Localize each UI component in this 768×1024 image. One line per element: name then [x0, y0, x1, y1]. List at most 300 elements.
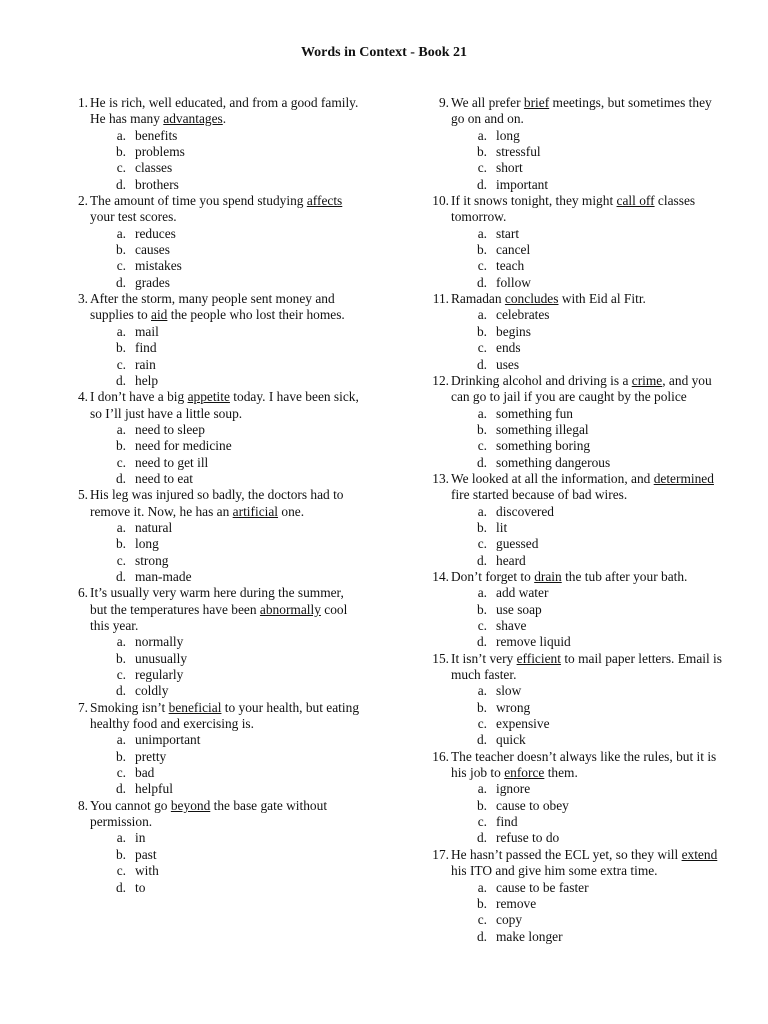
- question-number: 2.: [77, 193, 88, 209]
- answer-option: [64, 781, 364, 797]
- target-word: beneficial: [168, 699, 222, 715]
- question-7: [64, 700, 364, 798]
- option-text: refuse to do: [496, 830, 560, 846]
- question-text: [451, 749, 725, 782]
- question-text-before: If it snows tonight, they might: [451, 193, 617, 209]
- target-word: efficient: [516, 650, 561, 666]
- option-text: find: [135, 340, 157, 356]
- answer-option: [425, 357, 725, 373]
- option-letter: a.: [116, 732, 126, 748]
- answer-option: [425, 700, 725, 716]
- answer-option: [425, 798, 725, 814]
- question-text-after: .: [222, 111, 227, 127]
- option-text: find: [496, 814, 518, 830]
- option-letter: d.: [476, 732, 487, 748]
- question-text-before: I don’t have a big: [90, 389, 188, 405]
- question-number: 11.: [432, 291, 449, 307]
- option-letter: a.: [477, 683, 487, 699]
- question-text-before: We looked at all the information, and: [451, 470, 654, 486]
- question-number: 16.: [432, 748, 449, 764]
- option-letter: c.: [477, 536, 487, 552]
- question-8: [64, 798, 364, 896]
- target-word: advantages: [163, 111, 223, 127]
- option-text: rain: [135, 356, 156, 372]
- question-stem: [425, 291, 725, 307]
- target-word: crime: [631, 372, 663, 388]
- answer-option: [64, 880, 364, 896]
- answer-option: [64, 422, 364, 438]
- option-letter: a.: [116, 323, 126, 339]
- option-letter: d.: [476, 356, 487, 372]
- answer-options: [425, 781, 725, 846]
- question-text-after: one.: [278, 503, 305, 519]
- question-text: [451, 847, 725, 880]
- option-text: man-made: [135, 568, 192, 584]
- answer-options: [64, 422, 364, 487]
- question-4: [64, 389, 364, 487]
- answer-options: [425, 307, 725, 372]
- target-word: abnormally: [259, 601, 321, 617]
- answer-option: [425, 258, 725, 274]
- option-letter: c.: [116, 552, 126, 568]
- target-word: extend: [681, 846, 718, 862]
- option-text: need for medicine: [135, 438, 232, 454]
- question-text: [451, 651, 725, 684]
- question-stem: [425, 651, 725, 684]
- option-letter: b.: [115, 144, 126, 160]
- option-text: help: [135, 372, 159, 388]
- answer-option: [425, 128, 725, 144]
- answer-options: [425, 683, 725, 748]
- option-letter: d.: [476, 176, 487, 192]
- answer-option: [425, 830, 725, 846]
- option-letter: d.: [476, 830, 487, 846]
- question-stem: [425, 749, 725, 782]
- answer-option: [425, 455, 725, 471]
- answer-option: [425, 438, 725, 454]
- option-letter: a.: [116, 634, 126, 650]
- option-text: ignore: [496, 781, 531, 797]
- answer-option: [425, 144, 725, 160]
- option-text: to: [135, 879, 146, 895]
- answer-option: [425, 553, 725, 569]
- option-text: strong: [135, 552, 169, 568]
- question-text-before: After the storm, many people sent money and supplies to: [90, 291, 335, 323]
- answer-options: [64, 634, 364, 699]
- option-letter: d.: [476, 552, 487, 568]
- option-letter: a.: [116, 421, 126, 437]
- question-stem: [425, 569, 725, 585]
- option-text: long: [135, 536, 159, 552]
- option-text: cause to obey: [496, 797, 569, 813]
- question-text-after: to mail paper letters. Email is much faster.: [451, 650, 722, 683]
- option-text: problems: [135, 144, 185, 160]
- question-text-before: He is rich, well educated, and from a good family. He has many: [90, 95, 359, 127]
- option-text: start: [496, 225, 520, 241]
- target-word: aid: [151, 307, 168, 323]
- option-text: something dangerous: [496, 454, 611, 470]
- question-text-before: You cannot go: [90, 797, 171, 813]
- option-text: cause to be faster: [496, 879, 589, 895]
- question-text-after: to your health, but eating healthy food and exercising is.: [90, 699, 360, 732]
- answer-options: [64, 732, 364, 797]
- right-column: [425, 95, 725, 945]
- option-letter: b.: [115, 438, 126, 454]
- answer-options: [425, 585, 725, 650]
- option-letter: a.: [477, 585, 487, 601]
- option-letter: c.: [477, 814, 487, 830]
- option-letter: b.: [476, 144, 487, 160]
- answer-options: [64, 324, 364, 389]
- option-text: teach: [496, 258, 525, 274]
- target-word: enforce: [504, 765, 545, 781]
- question-stem: [425, 847, 725, 880]
- option-letter: c.: [116, 356, 126, 372]
- option-letter: a.: [477, 781, 487, 797]
- option-letter: a.: [477, 879, 487, 895]
- target-word: brief: [523, 95, 550, 110]
- option-text: celebrates: [496, 307, 550, 323]
- question-text-after: the people who lost their homes.: [167, 307, 345, 323]
- question-number: 1.: [77, 95, 88, 110]
- option-text: normally: [135, 634, 184, 650]
- answer-option: [425, 929, 725, 945]
- option-letter: a.: [116, 225, 126, 241]
- option-text: discovered: [496, 503, 555, 519]
- question-stem: [425, 95, 725, 128]
- question-12: [425, 373, 725, 471]
- question-number: 14.: [432, 568, 449, 584]
- answer-option: [64, 160, 364, 176]
- option-text: bad: [135, 765, 155, 781]
- question-number: 17.: [432, 846, 449, 862]
- question-text: [451, 193, 725, 226]
- answer-option: [425, 634, 725, 650]
- answer-options: [64, 226, 364, 291]
- answer-option: [64, 144, 364, 160]
- option-letter: c.: [477, 258, 487, 274]
- answer-option: [425, 422, 725, 438]
- option-text: helpful: [135, 781, 173, 797]
- option-letter: b.: [476, 323, 487, 339]
- option-text: past: [135, 846, 157, 862]
- option-letter: a.: [477, 225, 487, 241]
- answer-option: [64, 634, 364, 650]
- question-text-before: Smoking isn’t: [90, 699, 169, 715]
- answer-option: [64, 324, 364, 340]
- option-text: add water: [496, 585, 549, 601]
- answer-options: [425, 880, 725, 945]
- option-text: causes: [135, 242, 170, 258]
- question-text: [90, 193, 364, 226]
- question-text-before: His leg was injured so badly, the doctors had to remove it. Now, he has an: [90, 487, 344, 519]
- option-text: expensive: [496, 716, 550, 732]
- option-letter: c.: [116, 765, 126, 781]
- answer-option: [425, 520, 725, 536]
- option-letter: c.: [116, 454, 126, 470]
- answer-option: [64, 438, 364, 454]
- option-text: reduces: [135, 225, 176, 241]
- option-text: natural: [135, 519, 173, 535]
- question-number: 12.: [432, 372, 449, 388]
- question-stem: [64, 700, 364, 733]
- option-text: cancel: [496, 242, 531, 258]
- answer-option: [425, 618, 725, 634]
- answer-option: [64, 553, 364, 569]
- option-text: copy: [496, 912, 523, 928]
- answer-option: [425, 781, 725, 797]
- target-word: beyond: [170, 797, 211, 813]
- answer-option: [64, 749, 364, 765]
- answer-option: [425, 732, 725, 748]
- answer-option: [64, 863, 364, 879]
- question-number: 5.: [77, 487, 88, 503]
- question-stem: [64, 798, 364, 831]
- answer-options: [425, 128, 725, 193]
- option-letter: b.: [476, 519, 487, 535]
- question-text: [90, 585, 364, 634]
- question-10: [425, 193, 725, 291]
- answer-option: [425, 340, 725, 356]
- option-letter: b.: [476, 242, 487, 258]
- question-text-before: Ramadan: [451, 291, 505, 307]
- answer-option: [425, 536, 725, 552]
- answer-option: [64, 340, 364, 356]
- question-14: [425, 569, 725, 651]
- answer-option: [64, 667, 364, 683]
- target-word: call off: [616, 193, 655, 209]
- answer-option: [64, 520, 364, 536]
- question-text: [451, 569, 725, 585]
- option-letter: c.: [477, 716, 487, 732]
- question-stem: [64, 291, 364, 324]
- question-text-after: the tub after your bath.: [561, 568, 688, 584]
- question-text-before: The teacher doesn’t always like the rules, but it is his job to: [451, 748, 717, 781]
- option-text: long: [496, 127, 520, 143]
- question-stem: [64, 389, 364, 422]
- option-text: mail: [135, 323, 159, 339]
- option-text: in: [135, 830, 146, 846]
- answer-options: [64, 128, 364, 193]
- answer-option: [425, 912, 725, 928]
- question-17: [425, 847, 725, 945]
- question-2: [64, 193, 364, 291]
- option-text: guessed: [496, 536, 539, 552]
- question-text: [451, 291, 725, 307]
- question-stem: [64, 95, 364, 128]
- question-text: [90, 95, 364, 128]
- answer-option: [425, 683, 725, 699]
- question-text-before: He hasn’t passed the ECL yet, so they will: [451, 846, 682, 862]
- answer-option: [64, 455, 364, 471]
- question-15: [425, 651, 725, 749]
- option-letter: d.: [476, 454, 487, 470]
- question-text: [90, 291, 364, 324]
- option-letter: b.: [115, 242, 126, 258]
- question-text-after: today. I have been sick, so I’ll just have a little soup.: [90, 389, 359, 421]
- question-text-after: with Eid al Fitr.: [558, 291, 646, 307]
- question-text-before: We all prefer: [451, 95, 524, 110]
- question-number: 7.: [77, 699, 88, 715]
- option-text: lit: [496, 519, 508, 535]
- answer-option: [425, 324, 725, 340]
- question-text-before: It isn’t very: [451, 650, 517, 666]
- option-text: grades: [135, 274, 170, 290]
- question-stem: [64, 193, 364, 226]
- question-text-after: them.: [544, 765, 578, 781]
- question-text-after: the base gate without permission.: [90, 797, 328, 830]
- option-text: coldly: [135, 683, 169, 699]
- answer-option: [425, 406, 725, 422]
- question-number: 9.: [438, 95, 449, 110]
- option-letter: c.: [116, 667, 126, 683]
- answer-option: [64, 373, 364, 389]
- option-letter: d.: [115, 683, 126, 699]
- answer-option: [425, 602, 725, 618]
- option-text: mistakes: [135, 258, 182, 274]
- question-text-before: Don’t forget to: [451, 568, 535, 584]
- option-letter: d.: [115, 879, 126, 895]
- option-letter: d.: [115, 470, 126, 486]
- question-5: [64, 487, 364, 585]
- option-letter: c.: [477, 340, 487, 356]
- answer-option: [425, 585, 725, 601]
- question-number: 6.: [77, 585, 88, 601]
- option-text: important: [496, 176, 549, 192]
- option-text: make longer: [496, 928, 563, 944]
- option-letter: b.: [115, 748, 126, 764]
- question-text-after: cool this year.: [90, 601, 348, 633]
- question-stem: [64, 487, 364, 520]
- question-text-before: The amount of time you spend studying: [90, 193, 307, 209]
- question-16: [425, 749, 725, 847]
- option-text: slow: [496, 683, 522, 699]
- option-letter: b.: [115, 650, 126, 666]
- question-number: 15.: [432, 650, 449, 666]
- option-text: need to get ill: [135, 454, 209, 470]
- option-text: something boring: [496, 438, 591, 454]
- answer-option: [64, 275, 364, 291]
- option-text: stressful: [496, 144, 541, 160]
- option-text: need to eat: [135, 470, 193, 486]
- option-text: ends: [496, 340, 521, 356]
- option-text: quick: [496, 732, 526, 748]
- question-number: 10.: [432, 193, 449, 209]
- option-text: remove liquid: [496, 634, 571, 650]
- question-stem: [64, 585, 364, 634]
- answer-option: [425, 307, 725, 323]
- question-stem: [425, 373, 725, 406]
- question-stem: [425, 193, 725, 226]
- target-word: drain: [534, 568, 562, 584]
- answer-option: [425, 275, 725, 291]
- option-text: something illegal: [496, 421, 589, 437]
- answer-option: [64, 128, 364, 144]
- option-text: brothers: [135, 176, 179, 192]
- option-letter: d.: [115, 568, 126, 584]
- question-text-after: , and you can go to jail if you are caught by the police: [451, 372, 712, 405]
- answer-option: [64, 651, 364, 667]
- question-text-after: his ITO and give him some extra time.: [451, 863, 658, 879]
- question-number: 4.: [77, 389, 88, 405]
- option-letter: a.: [477, 405, 487, 421]
- option-text: uses: [496, 356, 520, 372]
- answer-option: [425, 814, 725, 830]
- answer-option: [64, 765, 364, 781]
- question-text: [451, 95, 725, 128]
- answer-option: [64, 242, 364, 258]
- option-letter: b.: [115, 340, 126, 356]
- answer-options: [64, 520, 364, 585]
- option-letter: b.: [476, 895, 487, 911]
- question-11: [425, 291, 725, 373]
- target-word: appetite: [187, 389, 230, 405]
- question-text: [451, 471, 725, 504]
- option-letter: d.: [476, 928, 487, 944]
- answer-option: [425, 880, 725, 896]
- option-text: with: [135, 863, 159, 879]
- option-letter: c.: [116, 863, 126, 879]
- option-letter: b.: [476, 421, 487, 437]
- question-9: [425, 95, 725, 193]
- option-letter: c.: [116, 258, 126, 274]
- option-letter: b.: [476, 601, 487, 617]
- option-text: follow: [496, 274, 531, 290]
- answer-option: [64, 357, 364, 373]
- answer-option: [425, 242, 725, 258]
- option-text: short: [496, 160, 523, 176]
- target-word: affects: [306, 193, 343, 209]
- answer-option: [64, 536, 364, 552]
- option-letter: b.: [115, 536, 126, 552]
- question-number: 3.: [77, 291, 88, 307]
- answer-option: [64, 226, 364, 242]
- answer-option: [425, 896, 725, 912]
- option-text: something fun: [496, 405, 573, 421]
- question-number: 8.: [77, 797, 88, 813]
- option-text: regularly: [135, 667, 184, 683]
- question-number: 13.: [432, 470, 449, 486]
- answer-option: [64, 258, 364, 274]
- option-letter: a.: [116, 830, 126, 846]
- document-title: Words in Context - Book 21: [300, 45, 468, 60]
- option-letter: b.: [115, 846, 126, 862]
- option-letter: a.: [116, 127, 126, 143]
- option-text: benefits: [135, 127, 178, 143]
- answer-option: [64, 471, 364, 487]
- answer-options: [425, 406, 725, 471]
- answer-option: [64, 683, 364, 699]
- option-text: use soap: [496, 601, 542, 617]
- question-text-before: Drinking alcohol and driving is a: [451, 372, 632, 388]
- answer-option: [425, 716, 725, 732]
- option-letter: d.: [115, 274, 126, 290]
- option-text: pretty: [135, 748, 167, 764]
- option-letter: c.: [477, 912, 487, 928]
- option-letter: d.: [115, 176, 126, 192]
- option-text: wrong: [496, 699, 531, 715]
- left-column: [64, 95, 364, 896]
- answer-option: [64, 847, 364, 863]
- option-letter: b.: [476, 797, 487, 813]
- question-text-before: It’s usually very warm here during the summer, but the temperatures have been: [90, 585, 344, 617]
- option-letter: b.: [476, 699, 487, 715]
- answer-option: [425, 160, 725, 176]
- option-text: begins: [496, 323, 531, 339]
- option-text: need to sleep: [135, 421, 205, 437]
- option-letter: c.: [116, 160, 126, 176]
- option-letter: d.: [115, 372, 126, 388]
